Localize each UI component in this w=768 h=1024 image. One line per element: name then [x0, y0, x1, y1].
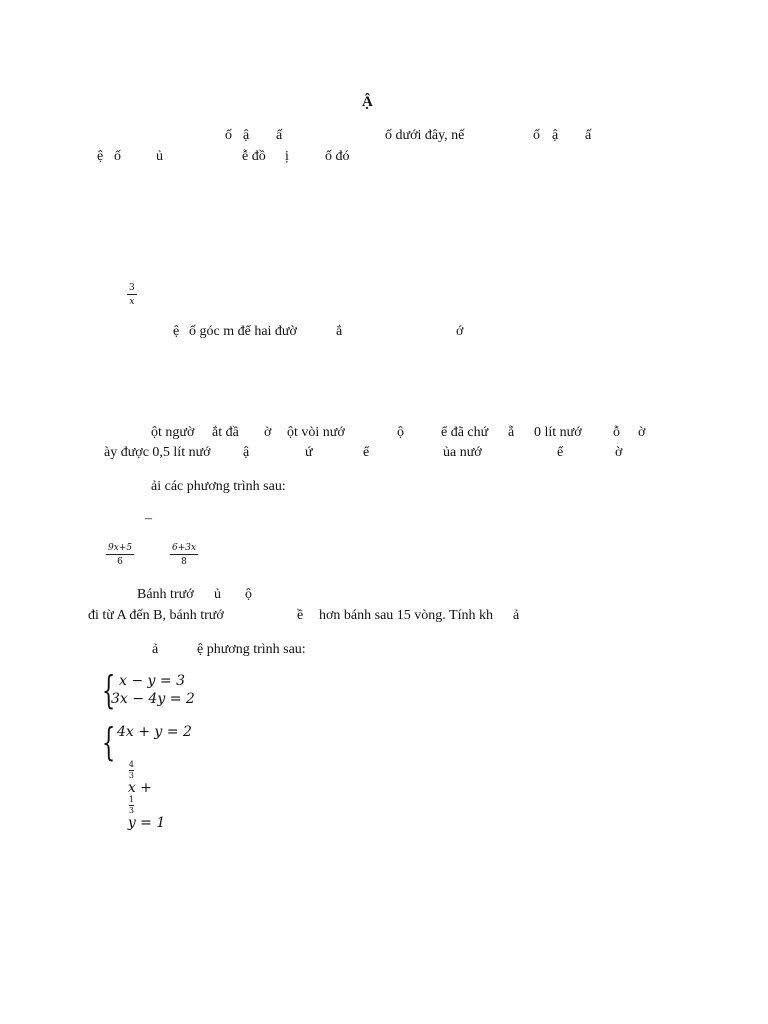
text-fragment: ủa nướ: [443, 445, 482, 460]
text-fragment: ắ: [336, 324, 343, 339]
fraction-bar: [106, 554, 134, 555]
text-fragment: ấ: [585, 128, 592, 143]
text-fragment: ấ: [276, 128, 283, 143]
text-fragment: ễ đồ: [242, 149, 266, 164]
text-fragment: ả: [513, 608, 520, 623]
fraction-numerator: 1: [128, 795, 134, 804]
fraction-6-plus-3x-over-8: [170, 543, 198, 567]
text-fragment: ị: [285, 149, 289, 164]
text-fragment: ứ: [305, 445, 313, 460]
text-fragment: ỗ: [613, 425, 620, 440]
text-fragment: ậ: [243, 128, 250, 143]
text-fragment: ệ: [97, 149, 104, 164]
solve-equations-heading: ải các phương trình sau:: [151, 479, 286, 494]
text-fragment: ể: [363, 445, 370, 460]
fraction-numerator: 3: [129, 283, 135, 293]
text-fragment: ề: [297, 608, 304, 623]
fraction-denominator: x: [129, 297, 135, 307]
left-brace: {: [102, 668, 116, 712]
text-fragment: ố: [533, 128, 540, 143]
text-fragment: ẵ: [508, 425, 515, 440]
text-fragment: ột ngườ: [151, 425, 195, 440]
text-fragment: ớ: [456, 324, 464, 339]
text-fragment: ờ: [615, 445, 623, 460]
fraction-9x-plus-5-over-6: [106, 543, 134, 567]
text-fragment: hơn bánh sau 15 vòng. Tính kh: [319, 608, 493, 623]
text-fragment: ố đó: [325, 149, 350, 164]
equation-text: x +: [127, 780, 152, 796]
text-fragment: ủ: [214, 587, 221, 602]
text-fragment: ố góc m để hai đườ: [189, 324, 297, 339]
text-fragment: ộ: [245, 587, 252, 602]
left-brace: {: [102, 720, 116, 764]
text-fragment: ệ: [173, 324, 180, 339]
page-title: Ậ: [362, 94, 373, 110]
text-fragment: ờ: [638, 425, 646, 440]
system-2-equation-1: 4x + y = 2: [117, 724, 192, 740]
fraction-denominator: 3: [128, 771, 134, 780]
fraction-bar: [127, 294, 137, 295]
text-fragment: ố: [114, 149, 121, 164]
text-fragment: ả: [152, 642, 159, 657]
fraction-3-over-x: [127, 283, 137, 307]
system-1-equation-1: x − y = 3: [119, 673, 185, 689]
text-fragment: ắt đầ: [212, 425, 239, 440]
text-fragment: ể đã chứ: [441, 425, 489, 440]
fraction-numerator: 9x+5: [108, 543, 133, 553]
text-fragment: ờ: [264, 425, 272, 440]
text-fragment: đi từ A đến B, bánh trướ: [88, 608, 224, 623]
system-1-equation-2: 3x − 4y = 2: [111, 691, 195, 707]
text-fragment: ậ: [552, 128, 559, 143]
fraction-bar: [170, 554, 198, 555]
fraction-denominator: 8: [181, 557, 187, 567]
fraction-denominator: 3: [128, 806, 134, 815]
fraction-numerator: 4: [128, 760, 134, 769]
text-fragment: ủ: [156, 149, 163, 164]
text-fragment: ột vòi nướ: [287, 425, 345, 440]
fraction-4-over-3: [129, 761, 134, 780]
fraction-1-over-3: [129, 796, 134, 815]
equation-dash: –: [145, 511, 152, 526]
text-fragment: ệ phương trình sau:: [197, 642, 306, 657]
fraction-denominator: 6: [117, 557, 123, 567]
text-fragment: ày được 0,5 lít nướ: [104, 445, 211, 460]
system-2-equation-2: [110, 745, 165, 847]
text-fragment: 0 lít nướ: [534, 425, 582, 440]
text-fragment: Bánh trướ: [137, 587, 194, 602]
fraction-numerator: 6+3x: [172, 543, 197, 553]
text-fragment: ể: [557, 445, 564, 460]
text-fragment: ố: [225, 128, 232, 143]
text-fragment: ậ: [243, 445, 250, 460]
text-fragment: ố dưới đây, nế: [385, 128, 465, 143]
equation-text: y = 1: [127, 815, 166, 831]
text-fragment: ộ: [397, 425, 404, 440]
